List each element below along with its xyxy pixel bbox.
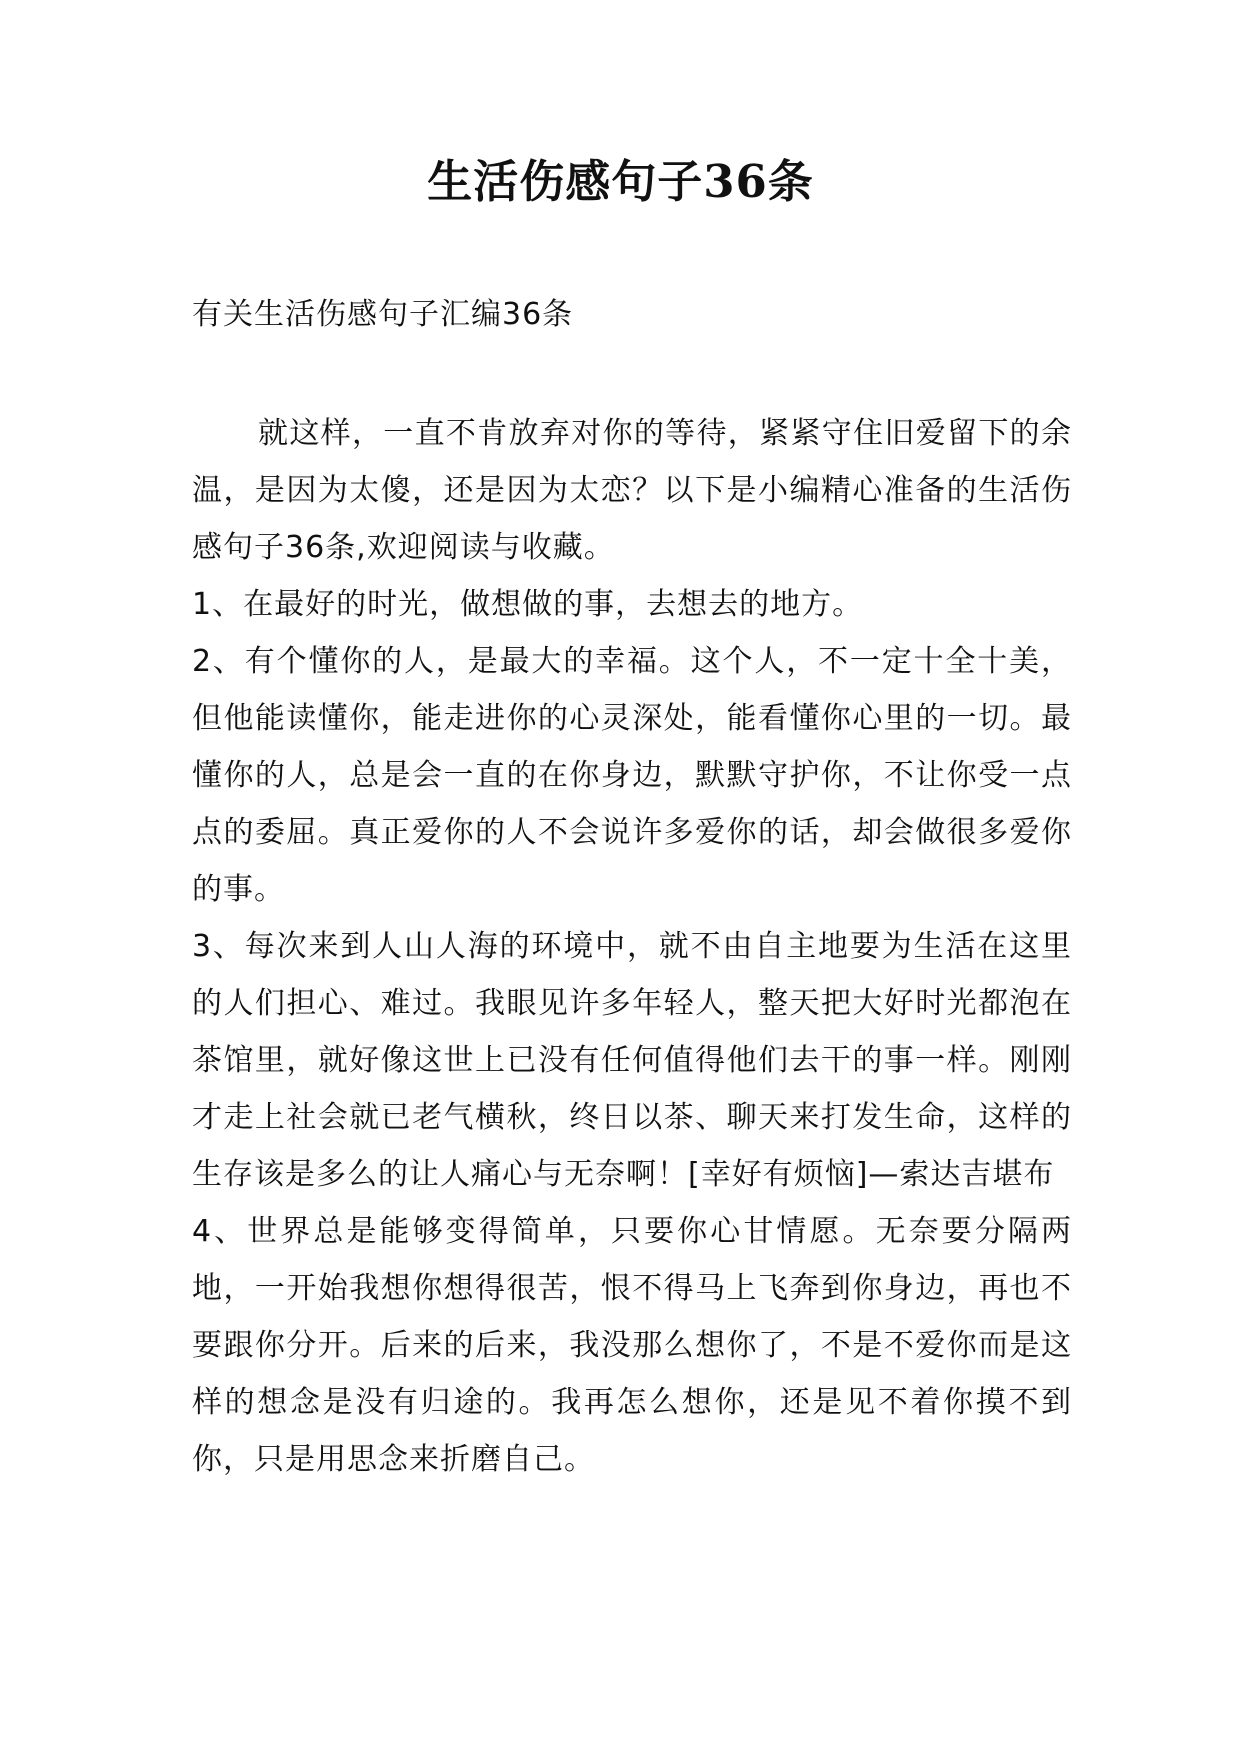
document-subtitle: 有关生活伤感句子汇编36条 [192,297,574,332]
list-item: 1、在最好的时光，做想做的事，去想去的地方。 [192,587,864,622]
list-item: 3、每次来到人山人海的环境中，就不由自主地要为生活在这里的人们担心、难过。我眼见许多年轻人，整天把大好时光都泡在茶馆里，就好像这世上已没有任何值得他们去干的事一样。刚刚才走上社会就已老气横秋，终日以茶、聊天来打发生命，这样的生存该是多么的让人痛心与无奈啊！[幸好有烦恼]—索达吉堪布 [192,929,1072,1192]
intro-paragraph: 就这样，一直不肯放弃对你的等待，紧紧守住旧爱留下的余温，是因为太傻，还是因为太恋？以下是小编精心准备的生活伤感句子36条,欢迎阅读与收藏。 [192,416,1072,565]
document-title: 生活伤感句子36条 [427,155,814,208]
list-item: 2、有个懂你的人，是最大的幸福。这个人，不一定十全十美，但他能读懂你，能走进你的心灵深处，能看懂你心里的一切。最懂你的人，总是会一直的在你身边，默默守护你，不让你受一点点的委屈。真正爱你的人不会说许多爱你的话，却会做很多爱你的事。 [192,644,1072,907]
document-body [192,405,1072,1488]
list-item: 4、世界总是能够变得简单，只要你心甘情愿。无奈要分隔两地，一开始我想你想得很苦，恨不得马上飞奔到你身边，再也不要跟你分开。后来的后来，我没那么想你了，不是不爱你而是这样的想念是没有归途的。我再怎么想你，还是见不着你摸不到你，只是用思念来折磨自己。 [192,1214,1072,1477]
